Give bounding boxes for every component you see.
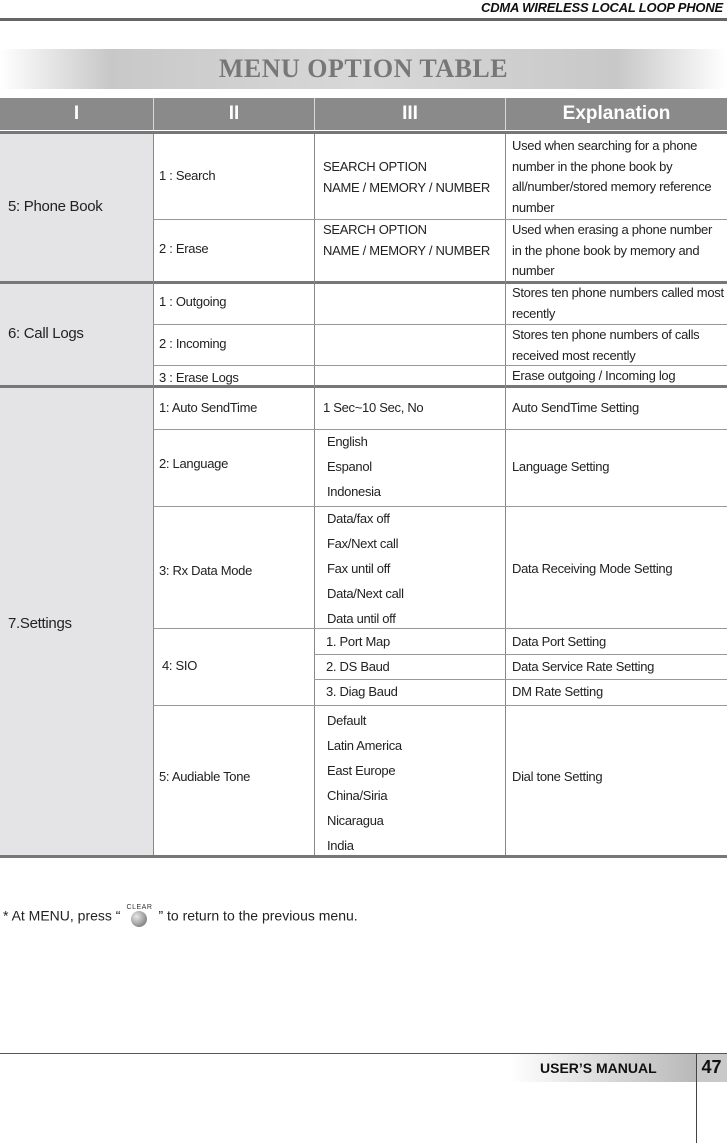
menu-item-incoming: 2 : Incoming (159, 336, 227, 351)
row-line (153, 705, 727, 706)
menu-item-rx-data-mode: 3: Rx Data Mode (159, 563, 253, 578)
group-label-call-logs: 6: Call Logs (8, 325, 84, 342)
option-language: English Espanol Indonesia (327, 434, 381, 499)
column-header-ii: II (228, 103, 240, 124)
explanation-search: Used when searching for a phone number in the phone book by all/number/stored memory reference number (512, 138, 712, 215)
group-separator (0, 385, 727, 388)
option-search: SEARCH OPTION NAME / MEMORY / NUMBER (323, 159, 490, 195)
menu-item-erase-logs: 3 : Erase Logs (159, 370, 239, 385)
column-line (505, 134, 506, 855)
option-port-map: 1. Port Map (326, 634, 390, 649)
explanation-erase-logs: Erase outgoing / Incoming log (512, 368, 676, 383)
group-label-settings: 7.Settings (8, 615, 72, 632)
footnote-text-after: ” to return to the previous menu. (158, 907, 358, 924)
explanation-diag-baud: DM Rate Setting (512, 684, 603, 699)
menu-item-language: 2: Language (159, 456, 228, 471)
column-line (153, 134, 154, 855)
menu-item-outgoing: 1 : Outgoing (159, 294, 227, 309)
running-header: CDMA WIRELESS LOCAL LOOP PHONE (481, 0, 723, 15)
footnote (3, 904, 358, 930)
explanation-erase: Used when erasing a phone number in the phone book by memory and number (512, 222, 712, 278)
row-line (153, 628, 727, 629)
menu-item-audiable-tone: 5: Audiable Tone (159, 769, 251, 784)
menu-item-search: 1 : Search (159, 168, 216, 183)
explanation-language: Language Setting (512, 459, 610, 474)
footnote-text-before: * At MENU, press “ (3, 907, 121, 924)
table-rule (0, 131, 727, 134)
explanation-ds-baud: Data Service Rate Setting (512, 659, 655, 674)
column-header-i: I (73, 103, 80, 124)
menu-item-erase: 2 : Erase (159, 241, 209, 256)
page-number: 47 (701, 1057, 722, 1077)
option-erase: SEARCH OPTION NAME / MEMORY / NUMBER (323, 222, 490, 258)
footer-manual-label: USER’S MANUAL (540, 1060, 657, 1076)
explanation-port-map: Data Port Setting (512, 634, 606, 649)
table-header (0, 98, 727, 130)
option-diag-baud: 3. Diag Baud (326, 684, 398, 699)
clear-button-icon: CLEAR (124, 904, 154, 930)
row-line (153, 506, 727, 507)
explanation-rx-data-mode: Data Receiving Mode Setting (512, 561, 673, 576)
row-line (314, 654, 727, 655)
explanation-audiable-tone: Dial tone Setting (512, 769, 603, 784)
option-ds-baud: 2. DS Baud (326, 659, 390, 674)
option-rx-data-mode: Data/fax off Fax/Next call Fax until off Data/Next call Data until off (327, 511, 404, 626)
header-rule (0, 18, 727, 21)
option-auto-sendtime: 1 Sec~10 Sec, No (323, 400, 424, 415)
explanation-outgoing: Stores ten phone numbers called most recently (512, 285, 724, 321)
menu-item-sio: 4: SIO (162, 658, 198, 673)
row-line (314, 679, 727, 680)
column-header-iii: III (402, 103, 418, 124)
page-title: MENU OPTION TABLE (218, 54, 509, 83)
column-header-explanation: Explanation (562, 103, 671, 124)
group-label-phone-book: 5: Phone Book (8, 198, 103, 215)
explanation-auto-sendtime: Auto SendTime Setting (512, 400, 639, 415)
explanation-incoming: Stores ten phone numbers of calls received most recently (512, 327, 700, 363)
option-audiable-tone: Default Latin America East Europe China/Siria Nicaragua India (327, 713, 402, 853)
menu-item-auto-sendtime: 1: Auto SendTime (159, 400, 258, 415)
footer-divider (696, 1054, 697, 1143)
row-line (153, 429, 727, 430)
column-line (314, 134, 315, 855)
